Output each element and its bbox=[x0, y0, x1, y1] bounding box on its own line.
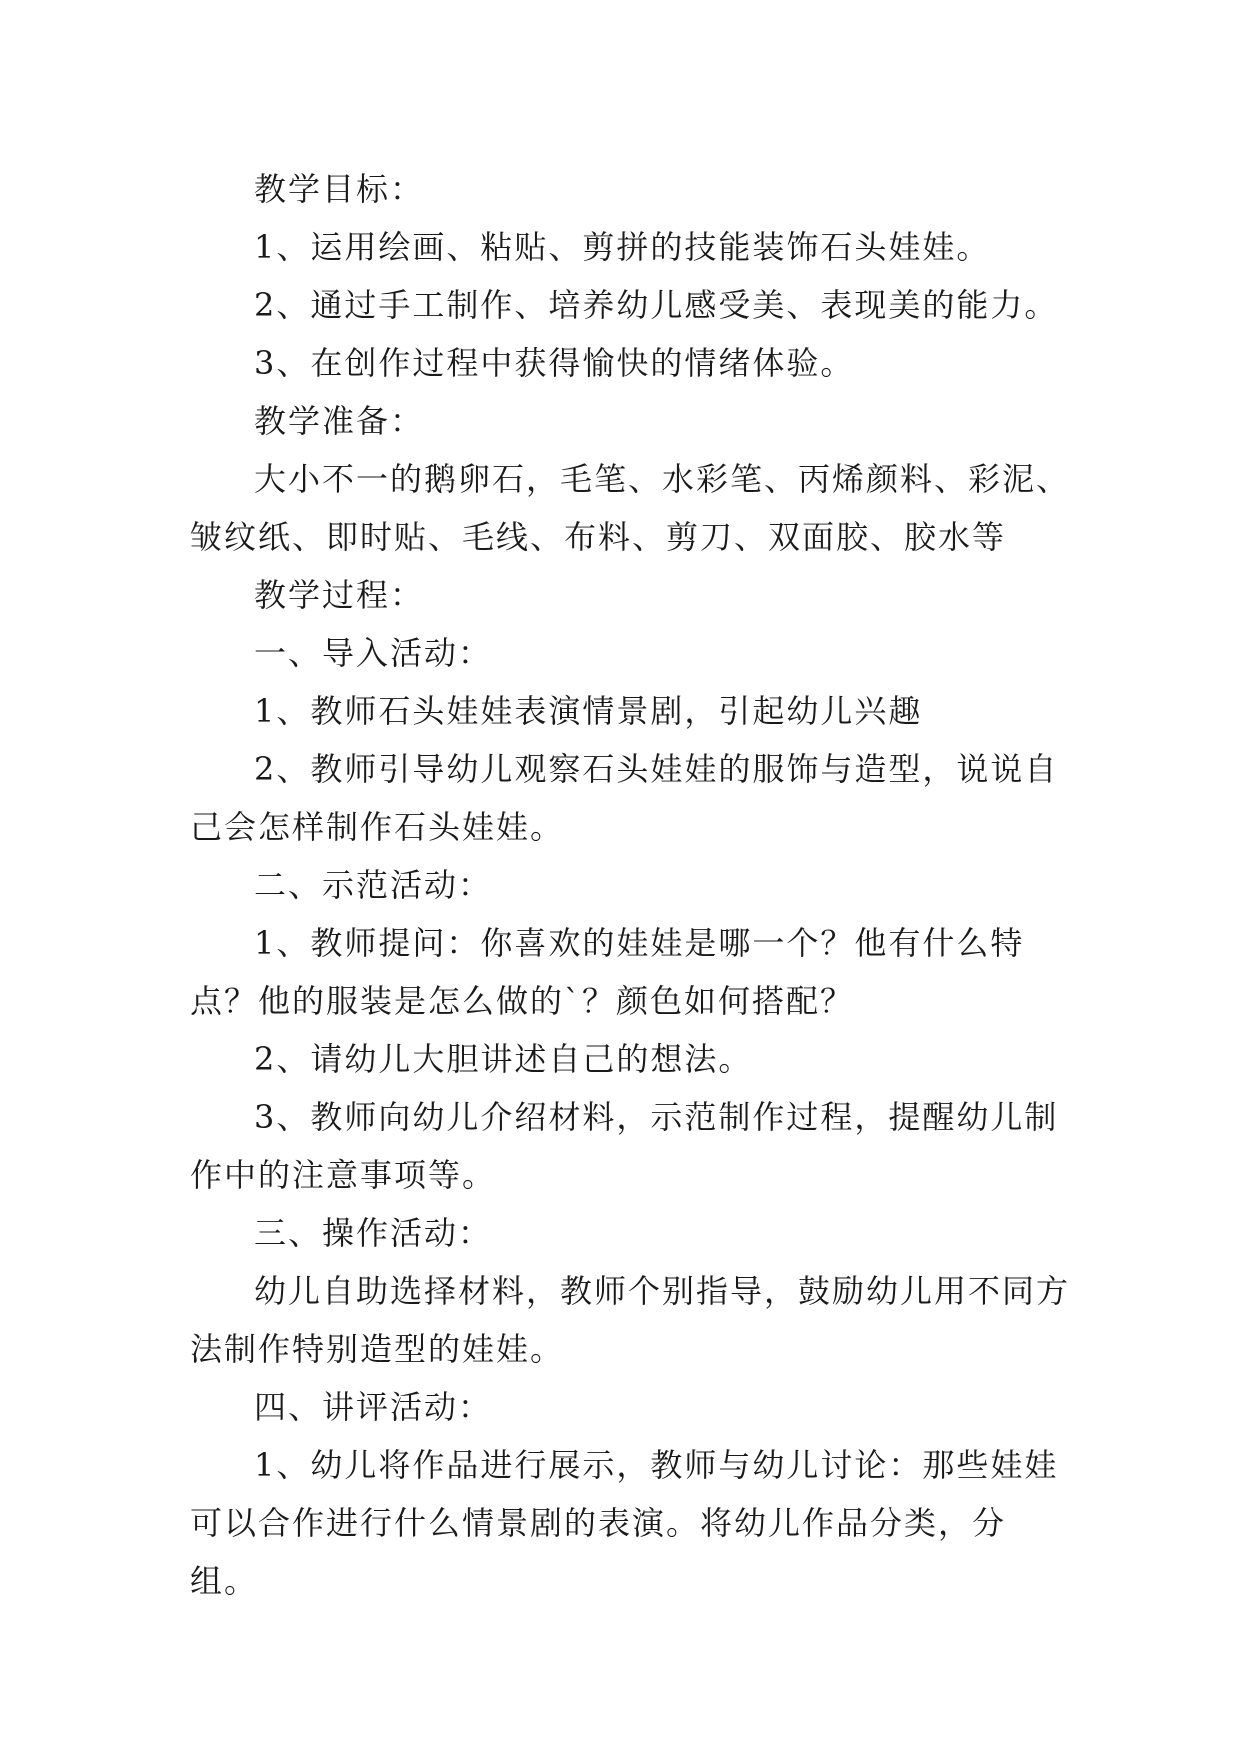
objective-item-1: 1、运用绘画、粘贴、剪拼的技能装饰石头娃娃。 bbox=[254, 228, 991, 266]
intro-item-1: 1、教师石头娃娃表演情景剧，引起幼儿兴趣 bbox=[254, 692, 923, 730]
review-item-1: 1、幼儿将作品进行展示，教师与幼儿讨论：那些娃娃可以合作进行什么情景剧的表演。将幼儿作品分类，分组。 bbox=[190, 1446, 1059, 1600]
demo-item-2: 2、请幼儿大胆讲述自己的想法。 bbox=[254, 1040, 753, 1078]
document-body bbox=[190, 160, 1070, 1610]
objective-item-2: 2、通过手工制作、培养幼儿感受美、表现美的能力。 bbox=[254, 286, 1059, 324]
demo-item-1: 1、教师提问：你喜欢的娃娃是哪一个？他有什么特点？他的服装是怎么做的`？颜色如何搭配？ bbox=[190, 924, 1025, 1020]
subsection-heading-operation: 三、操作活动： bbox=[254, 1214, 493, 1252]
operation-text: 幼儿自助选择材料，教师个别指导，鼓励幼儿用不同方法制作特别造型的娃娃。 bbox=[190, 1272, 1071, 1368]
preparation-materials: 大小不一的鹅卵石，毛笔、水彩笔、丙烯颜料、彩泥、皱纹纸、即时贴、毛线、布料、剪刀、双面胶、胶水等 bbox=[190, 460, 1071, 556]
section-heading-objectives: 教学目标： bbox=[254, 170, 425, 208]
demo-item-3: 3、教师向幼儿介绍材料，示范制作过程，提醒幼儿制作中的注意事项等。 bbox=[190, 1098, 1059, 1194]
section-heading-process: 教学过程： bbox=[254, 576, 425, 614]
subsection-heading-demo: 二、示范活动： bbox=[254, 866, 493, 904]
subsection-heading-review: 四、讲评活动： bbox=[254, 1388, 493, 1426]
objective-item-3: 3、在创作过程中获得愉快的情绪体验。 bbox=[254, 344, 855, 382]
section-heading-preparation: 教学准备： bbox=[254, 402, 425, 440]
subsection-heading-intro: 一、导入活动： bbox=[254, 634, 493, 672]
intro-item-2: 2、教师引导幼儿观察石头娃娃的服饰与造型，说说自己会怎样制作石头娃娃。 bbox=[190, 750, 1059, 846]
